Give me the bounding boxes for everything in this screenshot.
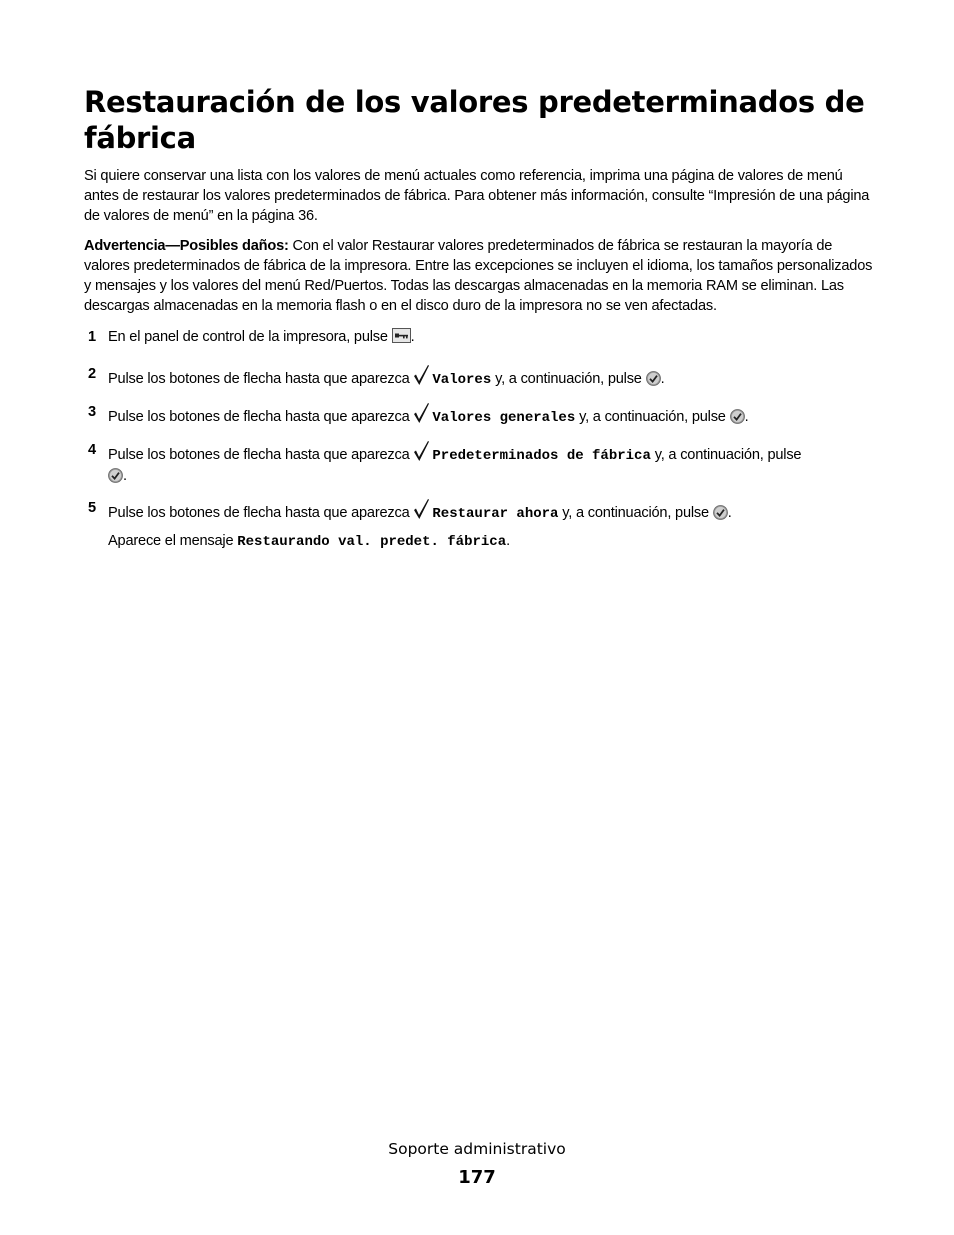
- page-title: Restauración de los valores predeterminados de fábrica: [84, 85, 865, 155]
- step-text: Pulse los botones de flecha hasta que aparezca: [108, 409, 414, 425]
- step-text: Pulse los botones de flecha hasta que aparezca: [108, 505, 414, 521]
- step-end: .: [727, 505, 732, 521]
- step-body: [108, 327, 874, 347]
- menu-button-icon: [392, 328, 411, 343]
- step-text: Pulse los botones de flecha hasta que aparezca: [108, 371, 414, 387]
- check-mark-icon: [413, 498, 430, 520]
- step-body: [108, 498, 874, 524]
- step-text-after: y, a continuación, pulse: [558, 505, 713, 521]
- step-body: [108, 402, 874, 428]
- page-number: 177: [458, 1167, 496, 1188]
- step-number: 4: [88, 442, 96, 458]
- step-body: [108, 440, 874, 486]
- check-mark-icon: [413, 364, 430, 386]
- footer-section-name: Soporte administrativo: [388, 1140, 566, 1158]
- result-message-code: Restaurando val. predet. fábrica: [237, 534, 507, 550]
- select-button-icon: [108, 468, 123, 483]
- select-button-icon: [713, 505, 728, 520]
- step-number: 5: [88, 500, 96, 516]
- select-button-icon: [646, 371, 661, 386]
- step-end: .: [123, 468, 127, 484]
- select-button-icon: [730, 409, 745, 424]
- step-2: [84, 364, 874, 390]
- step-end: .: [660, 371, 665, 387]
- intro-paragraph: Si quiere conservar una lista con los valores de menú actuales como referencia, imprima una página de valores de menú antes de restaurar los valores predeterminados de fábrica. Para obtener más información, consulte “Impresión de una página de valores de menú” en la página 36.: [84, 168, 870, 224]
- step-number: 1: [88, 329, 96, 345]
- check-mark-icon: [413, 402, 430, 424]
- menu-option-code: Valores generales: [432, 410, 576, 426]
- step-number: 2: [88, 366, 96, 382]
- warning-paragraph: [84, 236, 874, 316]
- result-text: Aparece el mensaje: [108, 533, 238, 549]
- menu-option-code: Predeterminados de fábrica: [432, 448, 651, 464]
- step-number: 3: [88, 404, 96, 420]
- step-text: Pulse los botones de flecha hasta que aparezca: [108, 447, 414, 463]
- step-3: [84, 402, 874, 428]
- warning-text: Con el valor Restaurar valores predeterminados de fábrica se restauran la mayoría de valores predeterminados de fábrica de la impresora. Entre las excepciones se incluyen el idioma, los tamaños personalizados y mensajes y los valores del menú Red/Puertos. Todas las descargas almacenadas en la memoria RAM se eliminan. Las descargas almacenadas en la memoria flash o en el disco duro de la impresora no se ven afectadas.: [84, 238, 873, 314]
- step-4: [84, 440, 874, 486]
- step-1: [84, 327, 874, 347]
- menu-option-code: Restaurar ahora: [432, 506, 559, 522]
- step-5: [84, 498, 874, 552]
- step-text: En el panel de control de la impresora, pulse: [108, 329, 392, 345]
- result-end: .: [506, 533, 510, 549]
- step-text-after: y, a continuación, pulse: [575, 409, 730, 425]
- step-text-after: y, a continuación, pulse: [491, 371, 646, 387]
- check-mark-icon: [413, 440, 430, 462]
- step-end: .: [744, 409, 749, 425]
- step-text-after: y, a continuación, pulse: [650, 447, 802, 463]
- step-5-result: [108, 531, 874, 552]
- step-body: [108, 364, 874, 390]
- warning-label: Advertencia—Posibles daños:: [84, 238, 289, 254]
- menu-option-code: Valores: [432, 372, 492, 388]
- step-end: .: [410, 329, 415, 345]
